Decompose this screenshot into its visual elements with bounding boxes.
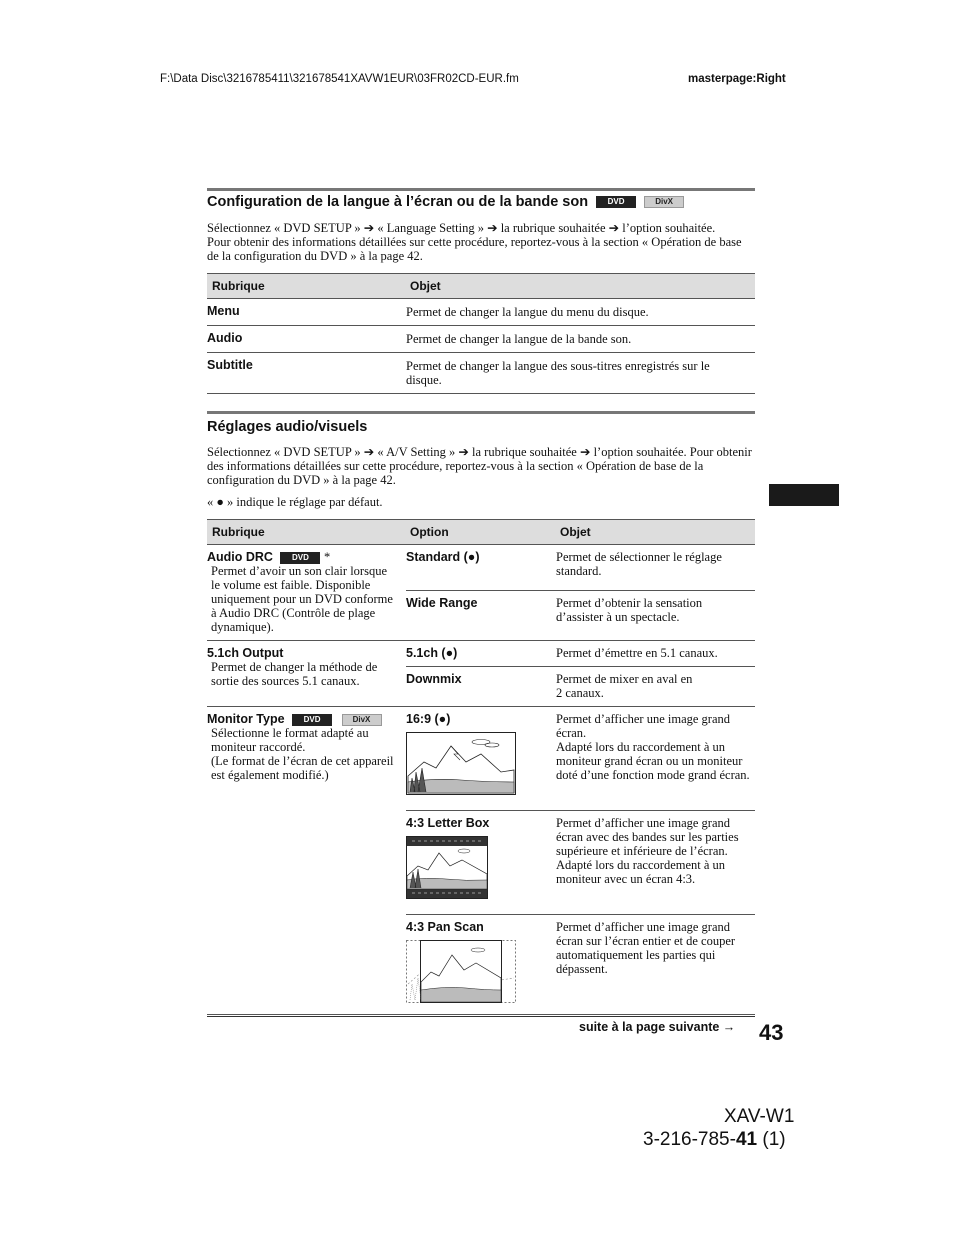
- option-169-desc1: Permet d’afficher une image grand écran.: [556, 712, 730, 740]
- divx-badge-icon: DivX: [342, 714, 382, 726]
- option-letterbox: [406, 811, 556, 915]
- monitor-type-name: Monitor Type: [207, 712, 285, 726]
- option-downmix: Downmix: [406, 667, 556, 707]
- av-intro: Sélectionnez « DVD SETUP » ➔ « A/V Setting » ➔ la rubrique souhaitée ➔ l’option souhaitée. Pour obtenir des informations détaillées sur cette procédure, reportez-vous à la section « Opération de base de la configuration du DVD » à la page 42.: [207, 445, 752, 487]
- col-header-option: Option: [406, 520, 556, 545]
- audio-drc-asterisk: *: [323, 550, 331, 564]
- default-note: « ● » indique le réglage par défaut.: [207, 495, 383, 509]
- option-letterbox-desc: [556, 811, 755, 915]
- language-table: [207, 273, 755, 394]
- table-row: [207, 326, 755, 353]
- table-row: [207, 641, 755, 667]
- row-desc-subtitle: Permet de changer la langue des sous-titres enregistrés sur le disque.: [406, 353, 755, 394]
- file-path-header: F:\Data Disc\3216785411\321678541XAVW1EUR\03FR02CD-EUR.fm: [160, 73, 519, 85]
- document-code-suffix: (1): [757, 1129, 786, 1150]
- row-item-audio: Audio: [207, 326, 406, 353]
- language-section-title-text: Configuration de la langue à l’écran ou de la bande son: [207, 194, 589, 210]
- footer-divider: [207, 1016, 755, 1017]
- language-intro-line2: Pour obtenir des informations détaillées sur cette procédure, reportez-vous à la section « Opération de base de la configuration du DVD » à la page 42.: [207, 235, 742, 263]
- col-header-objet: Objet: [406, 274, 755, 299]
- option-letterbox-label: 4:3 Letter Box: [406, 816, 490, 830]
- language-intro-line1: Sélectionnez « DVD SETUP » ➔ « Language Setting » ➔ la rubrique souhaitée ➔ l’option souhaitée.: [207, 221, 716, 235]
- table-row: [207, 353, 755, 394]
- table-row: [207, 707, 755, 811]
- av-table: [207, 519, 755, 1015]
- divx-badge-icon: DivX: [644, 196, 684, 208]
- document-code-prefix: 3-216-785-: [643, 1129, 736, 1150]
- col-header-rubrique: Rubrique: [207, 520, 406, 545]
- col-header-objet: Objet: [556, 520, 755, 545]
- option-169-desc2: Adapté lors du raccordement à un moniteur grand écran ou un moniteur doté d’une fonction mode grand écran.: [556, 740, 750, 782]
- chapter-tab-marker: [769, 484, 839, 506]
- output51-name: 5.1ch Output: [207, 646, 284, 660]
- monitor-type-desc: Sélectionne le format adapté au moniteur raccordé.: [211, 726, 369, 754]
- audio-drc-cell: [207, 545, 406, 641]
- option-51ch-desc: Permet d’émettre en 5.1 canaux.: [556, 641, 755, 667]
- dvd-badge-icon: DVD: [292, 714, 332, 726]
- letterbox-illustration: [406, 836, 488, 899]
- option-169-desc: [556, 707, 755, 811]
- option-panscan: [406, 915, 556, 1015]
- language-section-title: [207, 194, 755, 210]
- option-standard-desc: Permet de sélectionner le réglage standard.: [556, 545, 755, 591]
- dvd-badge-icon: DVD: [280, 552, 320, 564]
- monitor-type-cell: [207, 707, 406, 1015]
- masterpage-label: masterpage:Right: [688, 73, 786, 85]
- document-code: [643, 1129, 786, 1151]
- table-row: [207, 299, 755, 326]
- page-number: 43: [759, 1020, 784, 1045]
- output51-cell: [207, 641, 406, 707]
- continued-next-page: suite à la page suivante →: [579, 1020, 736, 1034]
- table-row: [207, 545, 755, 591]
- option-letterbox-desc1: Permet d’afficher une image grand écran avec des bandes sur les parties supérieure et inférieure de l’écran.: [556, 816, 739, 858]
- row-item-subtitle: Subtitle: [207, 353, 406, 394]
- option-51ch: 5.1ch (●): [406, 641, 556, 667]
- option-169-label: 16:9 (●): [406, 712, 451, 726]
- audio-drc-desc: Permet d’avoir un son clair lorsque le volume est faible. Disponible uniquement pour un DVD conforme à Audio DRC (Contrôle de plage dynamique).: [211, 564, 393, 634]
- panscan-illustration: [406, 940, 516, 1003]
- av-section: [207, 411, 755, 1015]
- av-section-title: Réglages audio/visuels: [207, 419, 368, 435]
- widescreen-illustration: [406, 732, 516, 795]
- option-downmix-desc: Permet de mixer en aval en 2 canaux.: [556, 667, 755, 707]
- option-panscan-desc1: Permet d’afficher une image grand écran sur l’écran entier et de couper automatiquement les parties qui dépassent.: [556, 920, 736, 976]
- option-letterbox-desc2: Adapté lors du raccordement à un moniteur avec un écran 4:3.: [556, 858, 726, 886]
- language-section: [207, 188, 755, 394]
- row-desc-audio: Permet de changer la langue de la bande son.: [406, 326, 755, 353]
- language-intro: [207, 221, 755, 263]
- option-panscan-label: 4:3 Pan Scan: [406, 920, 484, 934]
- option-169: [406, 707, 556, 811]
- output51-desc: Permet de changer la méthode de sortie des sources 5.1 canaux.: [211, 660, 378, 688]
- option-standard: Standard (●): [406, 545, 556, 591]
- audio-drc-name: Audio DRC: [207, 550, 273, 564]
- col-header-rubrique: Rubrique: [207, 274, 406, 299]
- option-panscan-desc: [556, 915, 755, 1015]
- option-wide-range-desc: Permet d’obtenir la sensation d’assister à un spectacle.: [556, 590, 755, 640]
- dvd-badge-icon: DVD: [596, 196, 636, 208]
- monitor-type-note: (Le format de l’écran de cet appareil est également modifié.): [211, 754, 394, 782]
- row-desc-menu: Permet de changer la langue du menu du disque.: [406, 299, 755, 326]
- model-number: XAV-W1: [724, 1106, 795, 1127]
- document-code-bold: 41: [735, 1129, 758, 1150]
- option-wide-range: Wide Range: [406, 590, 556, 640]
- row-item-menu: Menu: [207, 299, 406, 326]
